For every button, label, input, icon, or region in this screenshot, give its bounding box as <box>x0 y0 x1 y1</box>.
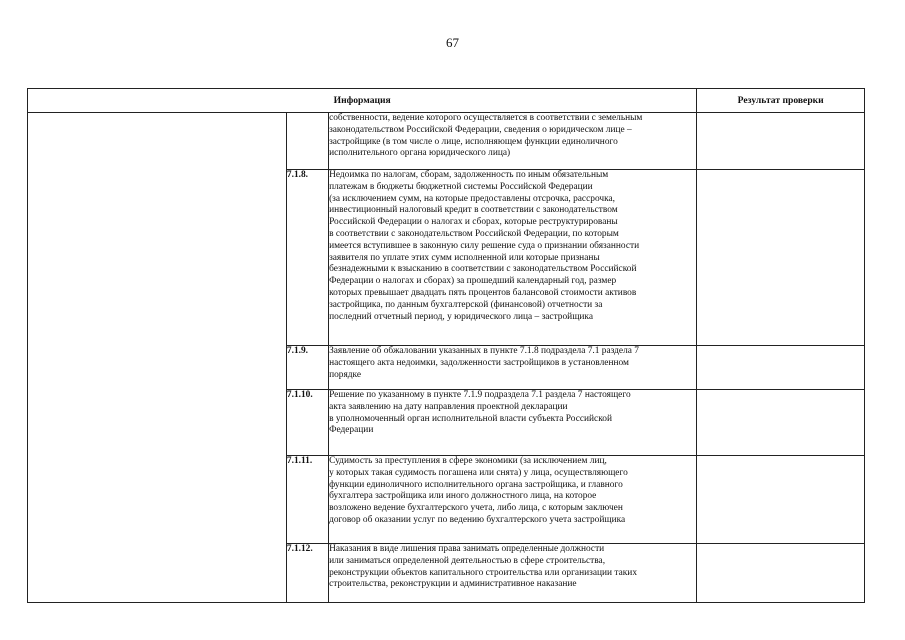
item-text-line: функции единоличного исполнительного органа застройщика, и главного <box>329 479 623 490</box>
item-text-line: бухгалтера застройщика или иного должностного лица, на которое <box>329 491 597 502</box>
item-text-line: Заявление об обжаловании указанных в пункте 7.1.8 подраздела 7.1 раздела 7 <box>329 346 639 356</box>
item-text-line: в уполномоченный орган исполнительной власти субъекта Российской <box>329 413 612 424</box>
item-text-line: исполнительного органа юридического лица) <box>329 148 511 159</box>
item-text-line: строительства, реконструкции и административное наказание <box>329 579 577 590</box>
item-text-line: реконструкции объектов капитального строительства или организации таких <box>329 567 638 578</box>
item-text-line: платежам в бюджеты бюджетной системы Российской Федерации <box>329 181 593 192</box>
item-text-line: безнадежными к взысканию в соответствии с законодательством Российской <box>329 264 637 275</box>
item-text-line: последний отчетный период, у юридического лица – застройщика <box>329 311 594 322</box>
item-text-line: Федерации <box>329 425 374 436</box>
item-text-line: заявителя по уплате этих сумм исполненной или которые признаны <box>329 252 600 263</box>
item-text-line: у которых такая судимость погашена или снята) у лица, осуществляющего <box>329 467 628 478</box>
item-text-line: Российской Федерации о налогах и сборах, которые реструктурированы <box>329 217 618 228</box>
result-cell <box>697 170 865 346</box>
result-cell <box>697 390 865 456</box>
item-number: 7.1.12. <box>286 544 328 603</box>
table-header-row <box>28 89 865 113</box>
item-text-line: Недоимка по налогам, сборам, задолженность по иным обязательным <box>329 170 609 180</box>
result-cell <box>697 113 865 170</box>
item-text-line: порядке <box>329 369 362 380</box>
result-cell <box>697 456 865 544</box>
item-text-line: застройщика, по данным бухгалтерской (финансовой) отчетности за <box>329 299 603 310</box>
item-text-line: договор об оказании услуг по ведению бухгалтерского учета застройщика <box>329 514 626 525</box>
item-text <box>329 113 697 170</box>
item-text-line: имеется вступившее в законную силу решение суда о признании обязанности <box>329 240 640 251</box>
item-number: 7.1.8. <box>286 170 328 346</box>
item-number: 7.1.10. <box>286 390 328 456</box>
item-text <box>329 456 697 544</box>
item-text-line: которых превышает двадцать пять процентов балансовой стоимости активов <box>329 287 637 298</box>
header-result: Результат проверки <box>697 89 865 113</box>
result-cell <box>697 544 865 603</box>
item-text-line: застройщике (в том числе о лице, исполняющем функции единоличного <box>329 136 618 147</box>
item-text-line: или заниматься определенной деятельностью в сфере строительства, <box>329 555 606 566</box>
item-number: 7.1.11. <box>286 456 328 544</box>
item-text-line: Решение по указанному в пункте 7.1.9 подраздела 7.1 раздела 7 настоящего <box>329 390 631 400</box>
item-text <box>329 390 697 456</box>
info-table <box>27 88 865 603</box>
item-text-line: законодательством Российской Федерации, сведения о юридическом лице – <box>329 124 632 135</box>
item-text-line: возложено ведение бухгалтерского учета, либо лица, с которым заключен <box>329 503 623 514</box>
item-text-line: акта заявлению на дату направления проектной декларации <box>329 401 568 412</box>
page-number: 67 <box>446 35 459 50</box>
item-text-line: Федерации о налогах и сборах) за прошедший календарный год, размер <box>329 276 617 287</box>
item-text-line: настоящего акта недоимки, задолженности застройщиков в установленном <box>329 357 629 368</box>
result-cell <box>697 346 865 390</box>
item-text-line: Судимость за преступления в сфере экономики (за исключением лиц, <box>329 456 607 466</box>
header-info: Информация <box>28 89 697 113</box>
table-body <box>28 113 865 603</box>
table-row <box>28 113 865 170</box>
item-number <box>286 113 328 170</box>
item-text-line: (за исключением сумм, на которые предоставлены отсрочка, рассрочка, <box>329 193 616 204</box>
item-text <box>329 170 697 346</box>
item-text <box>329 346 697 390</box>
item-number: 7.1.9. <box>286 346 328 390</box>
item-text-line: собственности, ведение которого осуществляется в соответствии с земельным <box>329 113 643 123</box>
item-text-line: инвестиционный налоговый кредит в соответствии с законодательством <box>329 205 618 216</box>
item-text-line: в соответствии с законодательством Российской Федерации, по которым <box>329 228 619 239</box>
item-text <box>329 544 697 603</box>
item-text-line: Наказания в виде лишения права занимать определенные должности <box>329 544 605 554</box>
blank-left-column <box>28 113 287 603</box>
